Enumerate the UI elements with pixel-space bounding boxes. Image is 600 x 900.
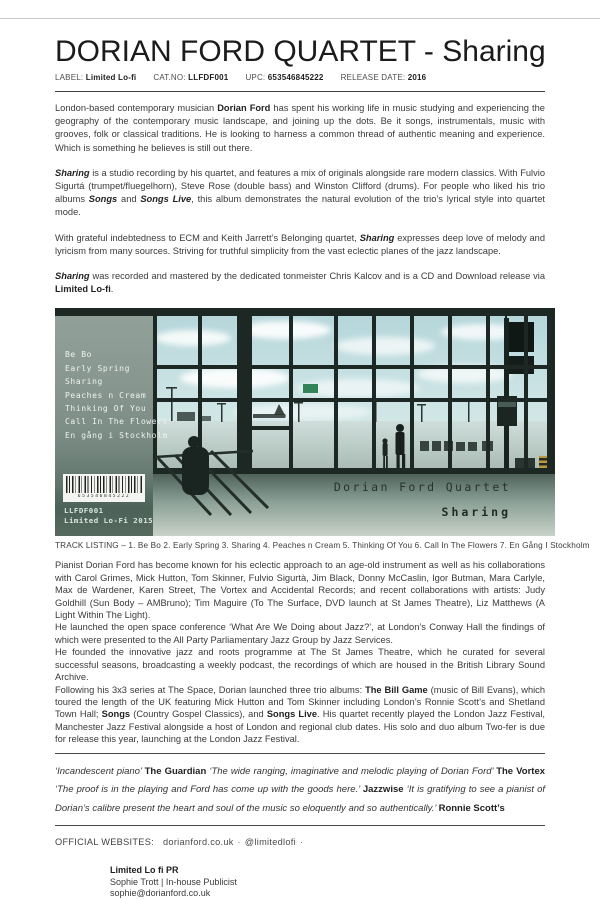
text-segment: Songs Live	[266, 709, 318, 720]
text-segment: (Country Gospel Classics), and	[130, 709, 267, 720]
text-segment: Ronnie Scott’s	[438, 802, 505, 814]
cover-track: Be Bo	[65, 350, 93, 360]
separator: ·	[297, 837, 304, 848]
quotes-divider	[55, 825, 545, 826]
airport-apron	[153, 421, 555, 474]
cover-track-list	[65, 348, 168, 442]
text-segment: He launched the open space conference ‘What Are We Doing about Jazz?’, at London’s Conway Hall the findings of which were presented to the All Party Parliamentary Jazz Group by Jazz Services.	[55, 622, 545, 645]
meta-label: RELEASE DATE:	[340, 73, 408, 82]
website-links	[162, 837, 303, 847]
official-websites-label: OFFICIAL WEBSITES:	[55, 837, 154, 848]
meta-value: 2016	[407, 73, 427, 82]
cover-track: En gång i Stockholm	[65, 430, 168, 440]
album-cover-image	[55, 308, 555, 536]
barcode	[63, 474, 145, 502]
meta-label: LABEL:	[55, 73, 86, 82]
separator: ·	[234, 837, 244, 848]
meta-label: UPC:	[245, 73, 268, 82]
text-segment: is a studio recording by his quartet, and features a mix of originals alongside rare modern classics. With Fulvio Sigurtá (trumpet/fluegelhorn), Steve Rose (double bass) and Winston Clifford (drums). For people who liked his trio albums	[55, 167, 545, 205]
release-meta-item	[153, 73, 228, 82]
text-segment: The Bill Game	[365, 684, 428, 695]
text-segment: He founded the innovative jazz and roots programme at The St James Theatre, which he curated for several successful seasons, broadcasting a weekly podcast, the recordings of which are housed in the British Library Sound Archive.	[55, 647, 545, 683]
meta-value: Limited Lo-fi	[85, 73, 137, 82]
text-segment: has spent his working life in music studying and experiencing the geography of the contemporary music landscape, and joining up the dots. Be it songs, instrumentals, music with grooves, folk or classical traditions. He is looking to harness a common thread of authentic meaning and experience. Which is something he believes is still out there.	[55, 103, 545, 153]
release-meta-item	[245, 73, 323, 82]
text-segment: ‘The proof is in the playing and Ford has come up with the goods here.’	[55, 784, 363, 796]
text-segment: Songs	[101, 709, 131, 720]
text-segment: Songs Live	[140, 194, 192, 205]
cover-album-title: Sharing	[441, 505, 511, 520]
text-segment: ‘It is gratifying to see a pianist of Dorian’s calibre present the heart and soul of the music so eloquently and so authentically.’	[55, 784, 545, 814]
contact-block	[110, 865, 545, 900]
airport-window-scene	[153, 308, 555, 536]
text-segment: Jazzwise	[362, 784, 404, 796]
contact-email[interactable]: sophie@dorianford.co.uk	[110, 888, 211, 899]
release-meta-row	[55, 73, 545, 82]
text-segment: Pianist Dorian Ford has become known for his eclectic approach to an age-old instrument as well as his collaborations with Carol Grimes, Mick Hutton, Tom Skinner, Fulvio Sigurtà, Jim Black, Donny McCaslin, Igor Butman, Mara Carlyle, Max de Wardener, Karen Street, The Vortex and Accidental Records; and recent collaborations with artists: Judy Goldhill (Sun Body – AMBruno); Tim Maguire (To The Surface, DVD launch at St James Theatre), Liz Matthews (A Light Within The Light).	[55, 560, 545, 621]
cover-track: Sharing	[65, 377, 103, 387]
website-link[interactable]: dorianford.co.uk	[163, 837, 234, 848]
website-link[interactable]: @limitedlofi	[244, 837, 296, 848]
paragraph	[55, 102, 545, 155]
text-segment: .	[110, 284, 114, 295]
text-segment: (music of Bill Evans), which toured the length of the UK featuring Mick Hutton and Tom Skinner including London’s Ronnie Scott’s and Shetland Town Hall;	[55, 684, 546, 720]
cover-track: Peaches n Cream	[65, 390, 147, 400]
text-segment: Sharing	[55, 167, 90, 178]
text-segment: Sharing	[359, 232, 395, 243]
barcode-bars	[66, 476, 142, 493]
page-top-rule	[0, 18, 600, 19]
paragraph	[55, 232, 545, 258]
barcode-digits: 653546845222	[77, 494, 131, 500]
paragraph	[55, 270, 545, 296]
meta-value: LLFDF001	[188, 73, 229, 82]
contact-company: Limited Lo fi PR	[110, 865, 179, 876]
text-segment: , this album demonstrates the natural evolution of the trio’s lyrical style into quartet mode.	[55, 194, 545, 218]
text-segment: London-based contemporary musician	[55, 103, 218, 113]
text-segment: . His quartet recently played the London Jazz Festival, Manchester Jazz Festival alongside a host of London and regional club dates. His solo and duo album Two-fer is due for release this year, launching at the London Jazz Festival.	[55, 709, 545, 745]
text-segment: Limited Lo-fi	[55, 284, 111, 295]
cover-track: Call In The Flowers	[65, 417, 168, 427]
text-segment: was recorded and mastered by the dedicated tonmeister Chris Kalcov and is a CD and Download release via	[89, 271, 545, 282]
paragraph	[55, 621, 545, 646]
bio-divider	[55, 753, 545, 754]
text-segment: Songs	[88, 194, 118, 205]
header-divider	[55, 91, 545, 92]
intro-paragraphs	[55, 102, 545, 296]
text-segment: expresses deep love of melody and lyricism from many sources. Striving for truthful simplicity from the vast eclectic planes of the jazz landscape.	[55, 232, 545, 256]
text-segment: The Guardian	[144, 765, 207, 777]
exit-sign	[303, 384, 318, 393]
paragraph	[55, 559, 545, 621]
text-segment: and	[117, 194, 141, 205]
bio-paragraphs	[55, 559, 545, 745]
meta-label: CAT.NO:	[153, 73, 189, 82]
release-meta-item	[55, 73, 136, 82]
meta-value: 653546845222	[267, 73, 324, 82]
text-segment: Dorian Ford	[217, 103, 271, 113]
text-segment: ‘Incandescent piano’	[55, 765, 145, 777]
official-websites-row	[55, 837, 545, 847]
page-title: DORIAN FORD QUARTET - Sharing	[55, 35, 546, 68]
track-listing-line: TRACK LISTING – 1. Be Bo 2. Early Spring 3. Sharing 4. Peaches n Cream 5. Thinking Of You 6. Call In The Flowers 7. En Gång I Stockholm	[55, 541, 590, 551]
text-segment: The Vortex	[496, 765, 546, 777]
paragraph	[55, 646, 545, 683]
contact-person: Sophie Trott | In-house Publicist	[110, 876, 237, 887]
cover-track: Thinking Of You	[65, 404, 147, 414]
cover-track: Early Spring	[65, 363, 130, 373]
cover-label-year: Limited Lo-Fi 2015	[64, 516, 154, 526]
cover-artist-name: Dorian Ford Quartet	[333, 480, 511, 495]
text-segment: Following his 3x3 series at The Space, Dorian launched three trio albums:	[55, 684, 366, 695]
cover-catalog-number: LLFDF001	[64, 506, 104, 516]
text-segment: With grateful indebtedness to ECM and Keith Jarrett’s Belonging quartet,	[55, 232, 360, 243]
paragraph	[55, 684, 545, 746]
release-meta-item	[341, 73, 427, 82]
paragraph	[55, 167, 545, 220]
text-segment: Sharing	[55, 271, 90, 282]
press-quotes	[55, 763, 545, 819]
text-segment: ‘The wide ranging, imaginative and melodic playing of Dorian Ford’	[206, 765, 497, 777]
cover-top-frame	[55, 308, 555, 316]
